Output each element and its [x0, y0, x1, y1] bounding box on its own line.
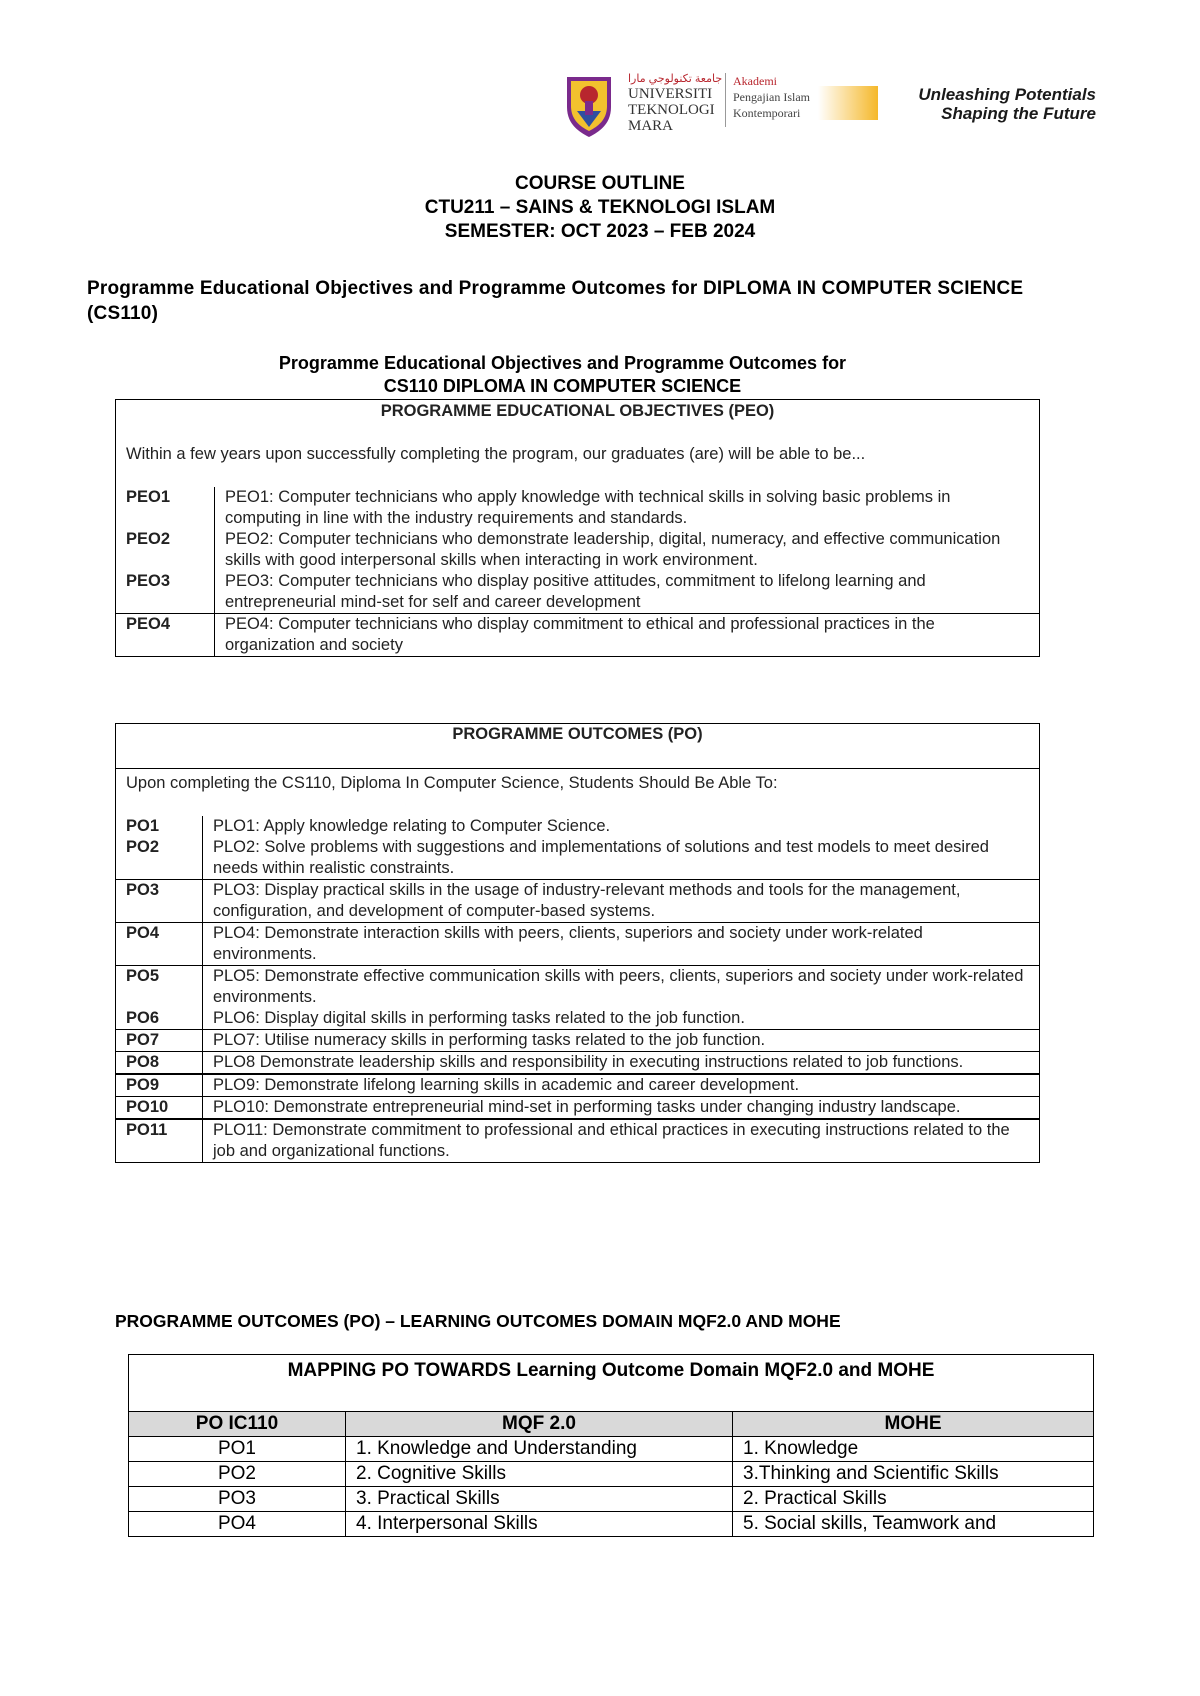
table-row: PO6 PLO6: Display digital skills in performing tasks related to the job function. [116, 1008, 1040, 1030]
mapping-col-header: MOHE [733, 1412, 1094, 1437]
table-row: PO3 3. Practical Skills 2. Practical Skills [129, 1487, 1094, 1512]
po-heading: PROGRAMME OUTCOMES (PO) [452, 725, 703, 743]
section-heading: Programme Educational Objectives and Programme Outcomes for DIPLOMA IN COMPUTER SCIENCE (CS110) [87, 278, 1024, 324]
table-row: PO9 PLO9: Demonstrate lifelong learning skills in academic and career development. [116, 1074, 1040, 1097]
table-row: PEO4 PEO4: Computer technicians who display commitment to ethical and professional practices in the organization and society [116, 614, 1040, 657]
university-name: UNIVERSITI TEKNOLOGI MARA [628, 86, 715, 134]
mapping-table [128, 1354, 1094, 1537]
akademi-name: Akademi Pengajian Islam Kontemporari [733, 74, 810, 120]
table-row: PEO3 PEO3: Computer technicians who display positive attitudes, commitment to lifelong learning and entrepreneurial mind-set for self and career development [116, 571, 1040, 614]
mapping-col-header: PO IC110 [129, 1412, 346, 1437]
sub-heading: Programme Educational Objectives and Programme Outcomes for CS110 DIPLOMA IN COMPUTER SCIENCE [278, 353, 847, 396]
table-row: PO11 PLO11: Demonstrate commitment to professional and ethical practices in executing instructions related to the job and organizational functions. [116, 1119, 1040, 1163]
table-row: PO1 PLO1: Apply knowledge relating to Computer Science. [116, 816, 1040, 837]
peo-table [115, 399, 1040, 657]
mapping-title: MAPPING PO TOWARDS Learning Outcome Domain MQF2.0 and MOHE [129, 1355, 1094, 1412]
table-row: PO5 PLO5: Demonstrate effective communication skills with peers, clients, superiors and society under work-related environments. [116, 966, 1040, 1009]
table-row: PEO2 PEO2: Computer technicians who demonstrate leadership, digital, numeracy, and effective communication skills with good interpersonal skills when interacting in work environment. [116, 529, 1040, 571]
table-row: PO10 PLO10: Demonstrate entrepreneurial mind-set in performing tasks under changing industry landscape. [116, 1097, 1040, 1120]
mapping-section-heading: PROGRAMME OUTCOMES (PO) – LEARNING OUTCOMES DOMAIN MQF2.0 AND MOHE [115, 1311, 841, 1331]
slogan: Unleashing Potentials Shaping the Future [918, 85, 1096, 123]
page-title: COURSE OUTLINE CTU211 – SAINS & TEKNOLOGI ISLAM SEMESTER: OCT 2023 – FEB 2024 [424, 173, 776, 242]
table-row: PO8 PLO8 Demonstrate leadership skills and responsibility in executing instructions related to job functions. [116, 1052, 1040, 1075]
table-row: PO2 PLO2: Solve problems with suggestions and implementations of solutions and test models to meet desired needs within realistic constraints. [116, 837, 1040, 880]
po-intro: Upon completing the CS110, Diploma In Computer Science, Students Should Be Able To: [116, 769, 1040, 817]
table-row: PO3 PLO3: Display practical skills in the usage of industry-relevant methods and tools for the management, configuration, and development of computer-based systems. [116, 880, 1040, 923]
uitm-emblem-icon [563, 73, 615, 139]
table-row: PO1 1. Knowledge and Understanding 1. Knowledge [129, 1437, 1094, 1462]
arabic-university-name: ﺟﺎﻣﻌﺔ ﺗﻜﻨﻮﻟﻮﺟﻲ ﻣﺎرا [628, 73, 723, 85]
peo-intro: Within a few years upon successfully completing the program, our graduates (are) will be able to be... [126, 445, 866, 463]
table-row: PO2 2. Cognitive Skills 3.Thinking and Scientific Skills [129, 1462, 1094, 1487]
peo-heading: PROGRAMME EDUCATIONAL OBJECTIVES (PEO) [380, 402, 775, 420]
mapping-col-header: MQF 2.0 [346, 1412, 733, 1437]
table-row: PO7 PLO7: Utilise numeracy skills in performing tasks related to the job function. [116, 1030, 1040, 1052]
table-row: PO4 4. Interpersonal Skills 5. Social skills, Teamwork and [129, 1512, 1094, 1537]
po-table [115, 723, 1040, 1163]
logo-divider [725, 73, 726, 127]
table-row: PEO1 PEO1: Computer technicians who apply knowledge with technical skills in solving basic problems in computing in line with the industry requirements and standards. [116, 487, 1040, 529]
table-row: PO4 PLO4: Demonstrate interaction skills with peers, clients, superiors and society under work-related environments. [116, 923, 1040, 966]
